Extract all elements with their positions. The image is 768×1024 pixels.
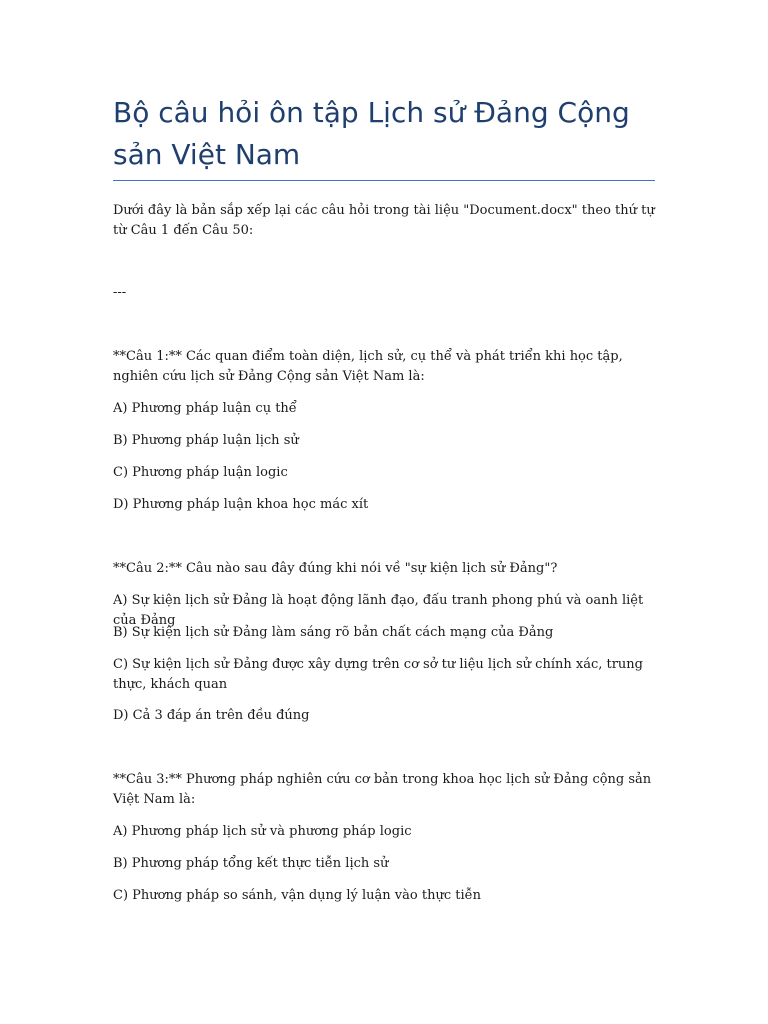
separator-line: --- bbox=[113, 285, 127, 300]
title-underline bbox=[113, 180, 655, 181]
document-title: Bộ câu hỏi ôn tập Lịch sử Đảng Cộng sản Việt Nam bbox=[113, 96, 630, 171]
question-3-option-b: B) Phương pháp tổng kết thực tiễn lịch sử bbox=[113, 856, 389, 871]
question-1-option-d: D) Phương pháp luận khoa học mác xít bbox=[113, 497, 369, 512]
question-2-option-c: C) Sự kiện lịch sử Đảng được xây dựng trên cơ sở tư liệu lịch sử chính xác, trung thực, khách quan bbox=[113, 657, 644, 692]
question-1-option-c: C) Phương pháp luận logic bbox=[113, 465, 288, 480]
question-2-option-a: A) Sự kiện lịch sử Đảng là hoạt động lãnh đạo, đấu tranh phong phú và oanh liệt của Đảng bbox=[113, 593, 644, 628]
question-2-option-b: B) Sự kiện lịch sử Đảng làm sáng rõ bản chất cách mạng của Đảng bbox=[113, 625, 554, 640]
question-3-option-a: A) Phương pháp lịch sử và phương pháp logic bbox=[113, 824, 412, 839]
question-1: **Câu 1:** Các quan điểm toàn diện, lịch sử, cụ thể và phát triển khi học tập, nghiên cứu lịch sử Đảng Cộng sản Việt Nam là: bbox=[113, 349, 623, 384]
question-3: **Câu 3:** Phương pháp nghiên cứu cơ bản trong khoa học lịch sử Đảng cộng sản Việt Nam là: bbox=[113, 772, 652, 807]
question-1-option-b: B) Phương pháp luận lịch sử bbox=[113, 433, 299, 448]
question-2-option-d: D) Cả 3 đáp án trên đều đúng bbox=[113, 708, 310, 723]
question-3-option-c: C) Phương pháp so sánh, vận dụng lý luận vào thực tiễn bbox=[113, 888, 481, 903]
question-1-option-a: A) Phương pháp luận cụ thể bbox=[113, 401, 297, 416]
intro-paragraph: Dưới đây là bản sắp xếp lại các câu hỏi trong tài liệu "Document.docx" theo thứ tự từ Câu 1 đến Câu 50: bbox=[113, 203, 655, 238]
question-2: **Câu 2:** Câu nào sau đây đúng khi nói về "sự kiện lịch sử Đảng"? bbox=[113, 561, 558, 576]
